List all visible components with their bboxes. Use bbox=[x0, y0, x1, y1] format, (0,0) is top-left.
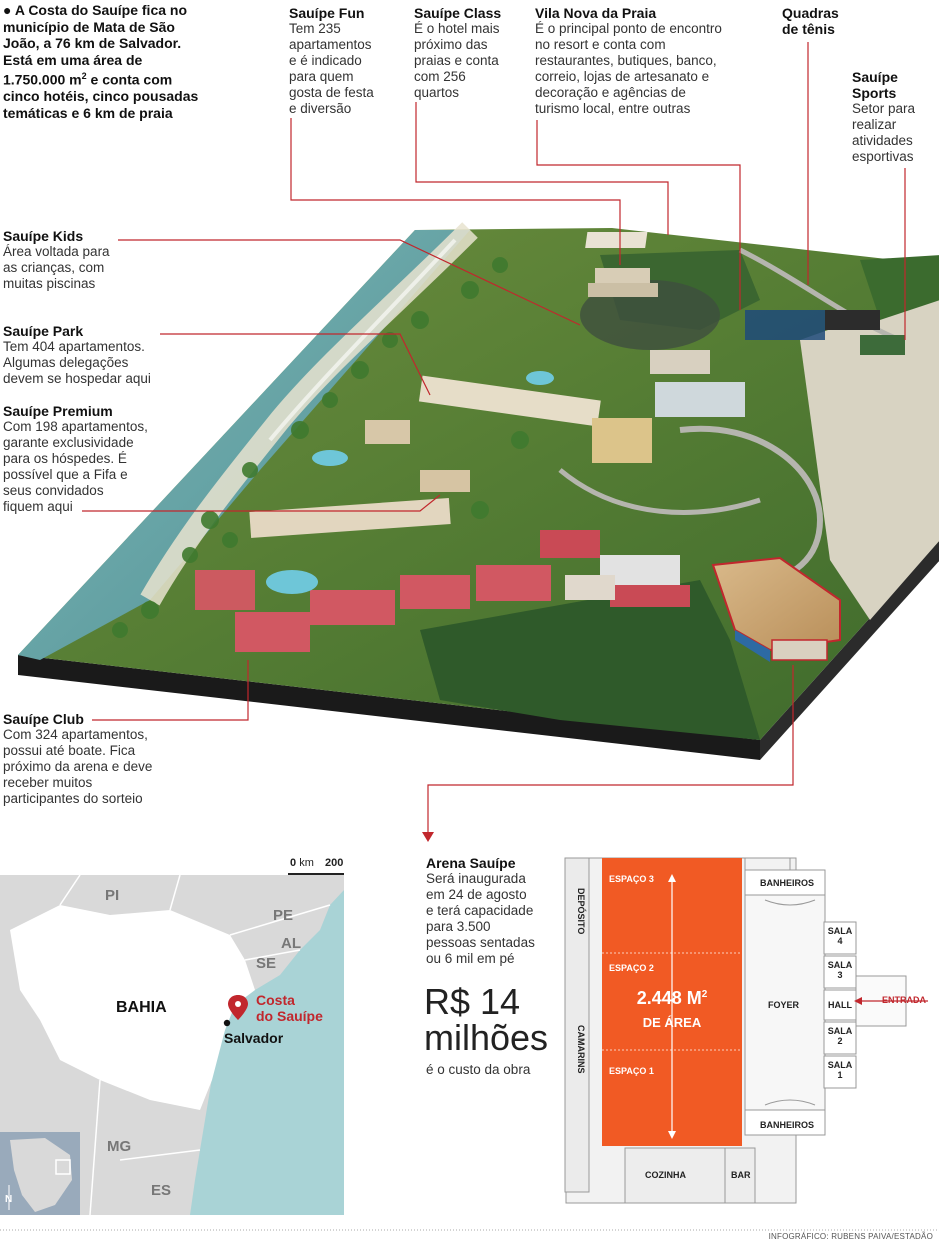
callout-title: Sauípe Fun bbox=[289, 5, 365, 21]
callout-line: e é indicado bbox=[289, 53, 362, 68]
place-label-line: Costa bbox=[256, 992, 295, 1008]
callout-line: Com 198 apartamentos, bbox=[3, 419, 148, 434]
callout-title: Quadras bbox=[782, 5, 839, 21]
arena-line: para 3.500 bbox=[426, 919, 491, 934]
state-label-al: AL bbox=[281, 935, 301, 952]
callout-title: Vila Nova da Praia bbox=[535, 5, 657, 21]
scale-max: 200 bbox=[325, 857, 344, 869]
state-label-pe: PE bbox=[273, 907, 294, 924]
callout-line: fiquem aqui bbox=[3, 499, 73, 514]
callout-line: para quem bbox=[289, 69, 354, 84]
space-1-label: ESPAÇO 1 bbox=[609, 1066, 654, 1076]
callout-title: Sauípe Premium bbox=[3, 403, 113, 419]
room-label-line: 1 bbox=[837, 1070, 843, 1080]
callout-line: gosta de festa bbox=[289, 85, 374, 100]
callout-line: Área voltada para bbox=[3, 244, 110, 259]
callout-line: participantes do sorteio bbox=[3, 791, 143, 806]
state-label-bahia: BAHIA bbox=[116, 999, 167, 1016]
intro-line: e conta com bbox=[86, 71, 173, 88]
salvador-dot bbox=[224, 1020, 230, 1026]
intro-line: Está em uma área de bbox=[3, 51, 143, 68]
intro-line: João, a 76 km de Salvador. bbox=[3, 35, 182, 51]
callout-line: turismo local, entre outras bbox=[535, 101, 691, 116]
callout-line: próximo da arena e deve bbox=[3, 759, 153, 774]
callout-line: Tem 235 bbox=[289, 21, 341, 36]
callout-line: É o principal ponto de encontro bbox=[535, 21, 722, 36]
callout-line: no resort e conta com bbox=[535, 37, 666, 52]
entrance-label: ENTRADA bbox=[882, 995, 926, 1005]
restrooms-bottom-label: BANHEIROS bbox=[760, 1120, 815, 1130]
place-label-costa-do-sauipe bbox=[256, 992, 323, 1024]
room-label-line: 2 bbox=[837, 1036, 843, 1046]
hall-label: HALL bbox=[828, 1000, 852, 1010]
callout-line: Setor para bbox=[852, 101, 916, 116]
callout-line: para os hóspedes. É bbox=[3, 451, 127, 466]
room-label-line: 3 bbox=[837, 970, 843, 980]
callout-line: Com 324 apartamentos, bbox=[3, 727, 148, 742]
callout-title: Sauípe Kids bbox=[3, 228, 84, 244]
map-scale-label bbox=[290, 857, 314, 869]
arena-title: Arena Sauípe bbox=[426, 855, 516, 871]
callout-title: Sauípe Class bbox=[414, 5, 502, 21]
callout-line: possui até boate. Fica bbox=[3, 743, 136, 758]
callout-line: garante exclusividade bbox=[3, 435, 134, 450]
area-caption: DE ÁREA bbox=[642, 1015, 702, 1030]
dressing-rooms-label: CAMARINS bbox=[576, 1025, 586, 1074]
room-label-line: SALA bbox=[827, 1060, 853, 1070]
arena-line: Será inaugurada bbox=[426, 871, 526, 886]
callout-line: apartamentos bbox=[289, 37, 372, 52]
callout-line: próximo das bbox=[414, 37, 488, 52]
callout-title: Sports bbox=[852, 85, 897, 101]
callout-title: de tênis bbox=[782, 21, 835, 37]
state-label-mg: MG bbox=[107, 1138, 132, 1155]
callout-line: possível que a Fifa e bbox=[3, 467, 128, 482]
callout-line: praias e conta bbox=[414, 53, 499, 68]
room-label-line: 4 bbox=[837, 936, 843, 946]
arena-line: ou 6 mil em pé bbox=[426, 951, 515, 966]
arena-cost-caption: é o custo da obra bbox=[426, 1062, 531, 1077]
city-label-salvador: Salvador bbox=[224, 1030, 284, 1046]
callout-line: muitas piscinas bbox=[3, 276, 96, 291]
state-label-pi: PI bbox=[105, 887, 120, 904]
callout-line: seus convidados bbox=[3, 483, 104, 498]
callout-title: Sauípe Club bbox=[3, 711, 84, 727]
arena-line: em 24 de agosto bbox=[426, 887, 527, 902]
bar-label: BAR bbox=[731, 1170, 751, 1180]
infographic-credit: INFOGRÁFICO: RUBENS PAIVA/ESTADÃO bbox=[768, 1232, 933, 1241]
arena-cost-line: R$ 14 bbox=[424, 981, 521, 1022]
intro-superscript: 2 bbox=[81, 71, 87, 81]
state-label-se: SE bbox=[256, 955, 277, 972]
state-label-es: ES bbox=[151, 1182, 172, 1199]
callout-line: Tem 404 apartamentos. bbox=[3, 339, 145, 354]
intro-line: temáticas e 6 km de praia bbox=[3, 104, 173, 121]
intro-line: cinco hotéis, cinco pousadas bbox=[3, 88, 199, 105]
bullet-dot: ● bbox=[3, 2, 12, 18]
callout-line: restaurantes, butiques, banco, bbox=[535, 53, 717, 68]
room-label-line: SALA bbox=[827, 960, 853, 970]
callout-line: decoração e agências de bbox=[535, 85, 686, 100]
area-superscript: 2 bbox=[701, 989, 708, 1000]
callout-line: esportivas bbox=[852, 149, 914, 164]
space-3-label: ESPAÇO 3 bbox=[609, 874, 654, 884]
room-label-line: SALA bbox=[827, 1026, 853, 1036]
callout-line: É o hotel mais bbox=[414, 21, 500, 36]
intro-line: 1.750.000 m bbox=[3, 71, 82, 88]
callout-title: Sauípe Park bbox=[3, 323, 84, 339]
place-label-line: do Sauípe bbox=[256, 1008, 323, 1024]
arena-line: pessoas sentadas bbox=[426, 935, 535, 950]
intro-line: município de Mata de São bbox=[3, 18, 175, 35]
callout-line: devem se hospedar aqui bbox=[3, 371, 151, 386]
callout-line: realizar bbox=[852, 117, 897, 132]
arena-line: e terá capacidade bbox=[426, 903, 534, 918]
callout-line: receber muitos bbox=[3, 775, 93, 790]
callout-title: Sauípe bbox=[852, 69, 898, 85]
north-indicator: N bbox=[5, 1194, 13, 1205]
restrooms-top-label: BANHEIROS bbox=[760, 878, 815, 888]
foyer-label: FOYER bbox=[768, 1000, 800, 1010]
callout-line: com 256 bbox=[414, 69, 466, 84]
scale-zero: 0 bbox=[290, 857, 297, 869]
callout-line: as crianças, com bbox=[3, 260, 105, 275]
room-label-line: SALA bbox=[827, 926, 853, 936]
callout-line: quartos bbox=[414, 85, 460, 100]
area-number: 2.448 M bbox=[636, 988, 702, 1008]
arena-cost-line: milhões bbox=[424, 1017, 549, 1058]
scale-unit: km bbox=[299, 857, 314, 869]
kitchen-label: COZINHA bbox=[645, 1170, 686, 1180]
deposit-label: DEPÓSITO bbox=[576, 888, 586, 935]
space-2-label: ESPAÇO 2 bbox=[609, 963, 654, 973]
callout-line: atividades bbox=[852, 133, 913, 148]
callout-line: Algumas delegações bbox=[3, 355, 129, 370]
intro-line: A Costa do Sauípe fica no bbox=[14, 2, 188, 18]
callout-line: correio, lojas de artesanato e bbox=[535, 69, 710, 84]
callout-line: e diversão bbox=[289, 101, 352, 116]
